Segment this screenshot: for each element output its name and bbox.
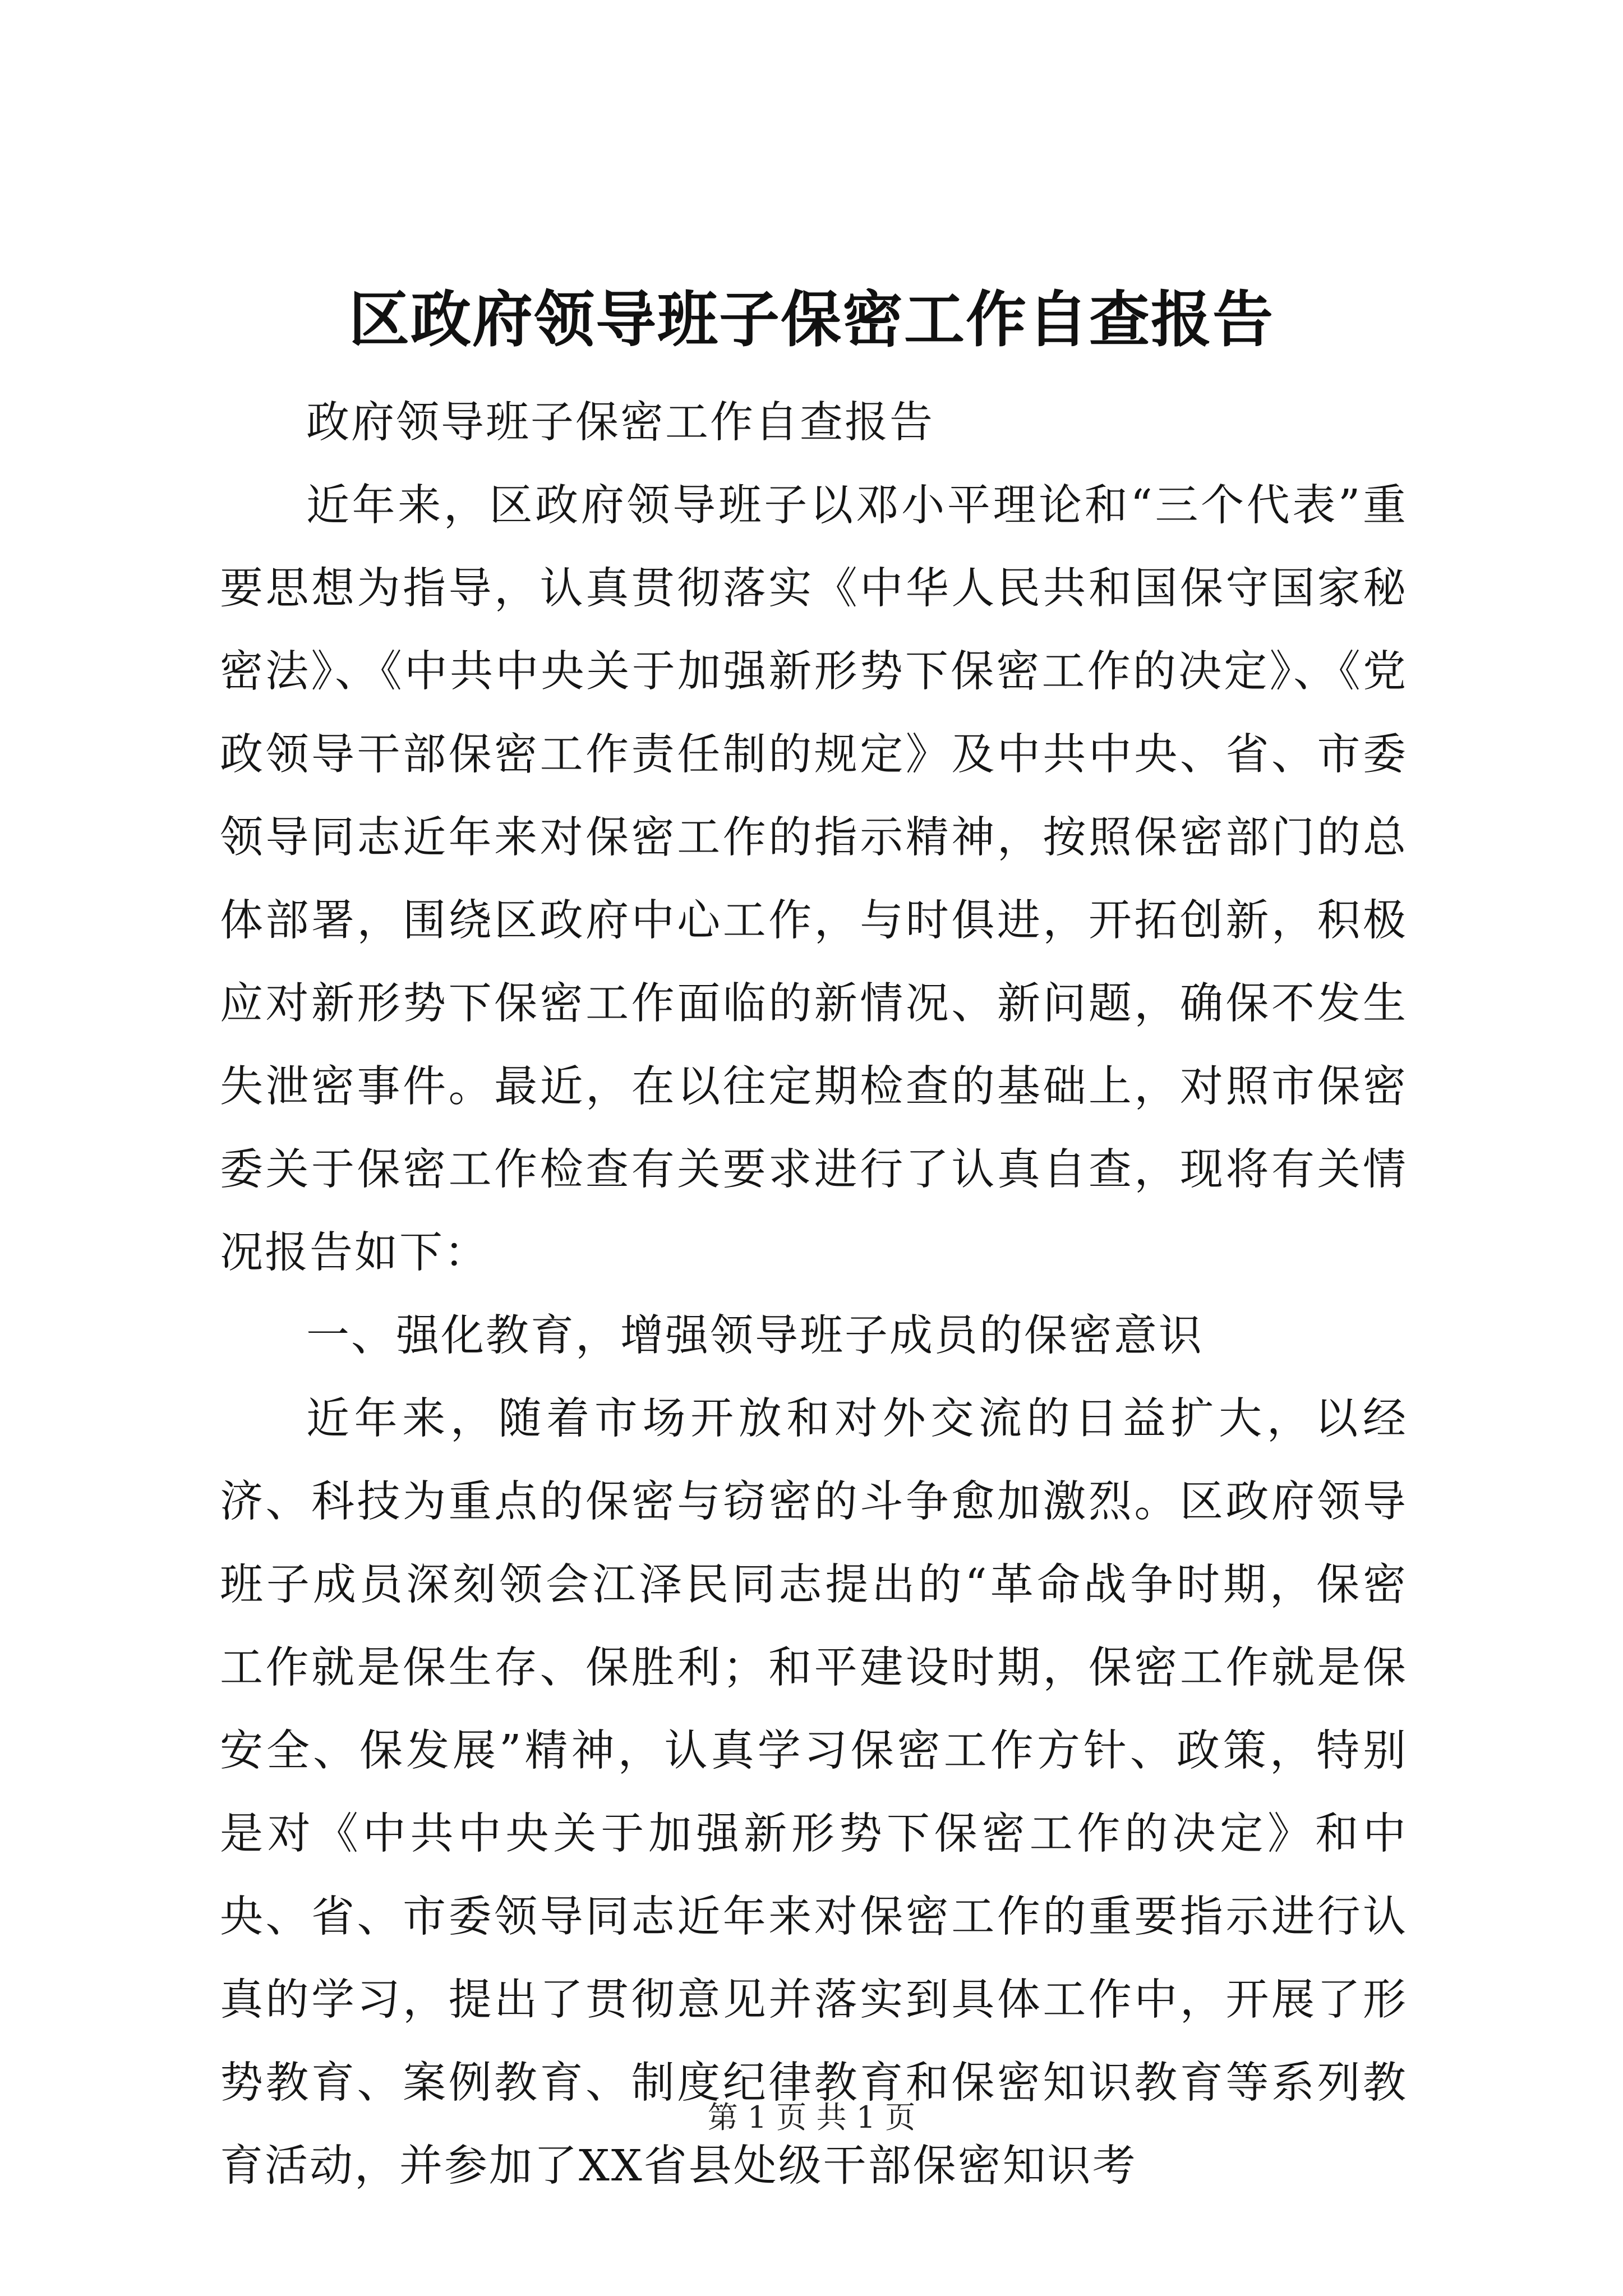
body-paragraph: 近年来，随着市场开放和对外交流的日益扩大，以经济、科技为重点的保密与窃密的斗争愈加激烈。区政府领导班子成员深刻领会江泽民同志提出的“革命战争时期，保密工作就是保生存、保胜利；和平建设时期，保密工作就是保安全、保发展”精神，认真学习保密工作方针、政策，特别是对《中共中央关于加强新形势下保密工作的决定》和中央、省、市委领导同志近年来对保密工作的重要指示进行认真的学习，提出了贯彻意见并落实到具体工作中，开展了形势教育、案例教育、制度纪律教育和保密知识教育等系列教育活动，并参加了XX省县处级干部保密知识考: [220, 1394, 1408, 2191]
section-heading: 一、强化教育，增强领导班子成员的保密意识: [306, 1311, 1204, 1361]
page-number-label: 第 1 页 共 1 页: [707, 2100, 916, 2135]
document-body: [220, 381, 1408, 2208]
subtitle-paragraph: 政府领导班子保密工作自查报告: [306, 398, 934, 448]
document-title: 区政府领导班子保密工作自查报告: [348, 284, 1274, 355]
page-footer: [0, 2098, 1623, 2137]
intro-paragraph: 近年来，区政府领导班子以邓小平理论和“三个代表”重要思想为指导，认真贯彻落实《中华人民共和国保守国家秘密法》、《中共中央关于加强新形势下保密工作的决定》、《党政领导干部保密工作责任制的规定》及中共中央、省、市委领导同志近年来对保密工作的指示精神，按照保密部门的总体部署，围绕区政府中心工作，与时俱进，开拓创新，积极应对新形势下保密工作面临的新情况、新问题，确保不发生失泄密事件。最近，在以往定期检查的基础上，对照市保密委关于保密工作检查有关要求进行了认真自查，现将有关情况报告如下：: [220, 481, 1408, 1278]
